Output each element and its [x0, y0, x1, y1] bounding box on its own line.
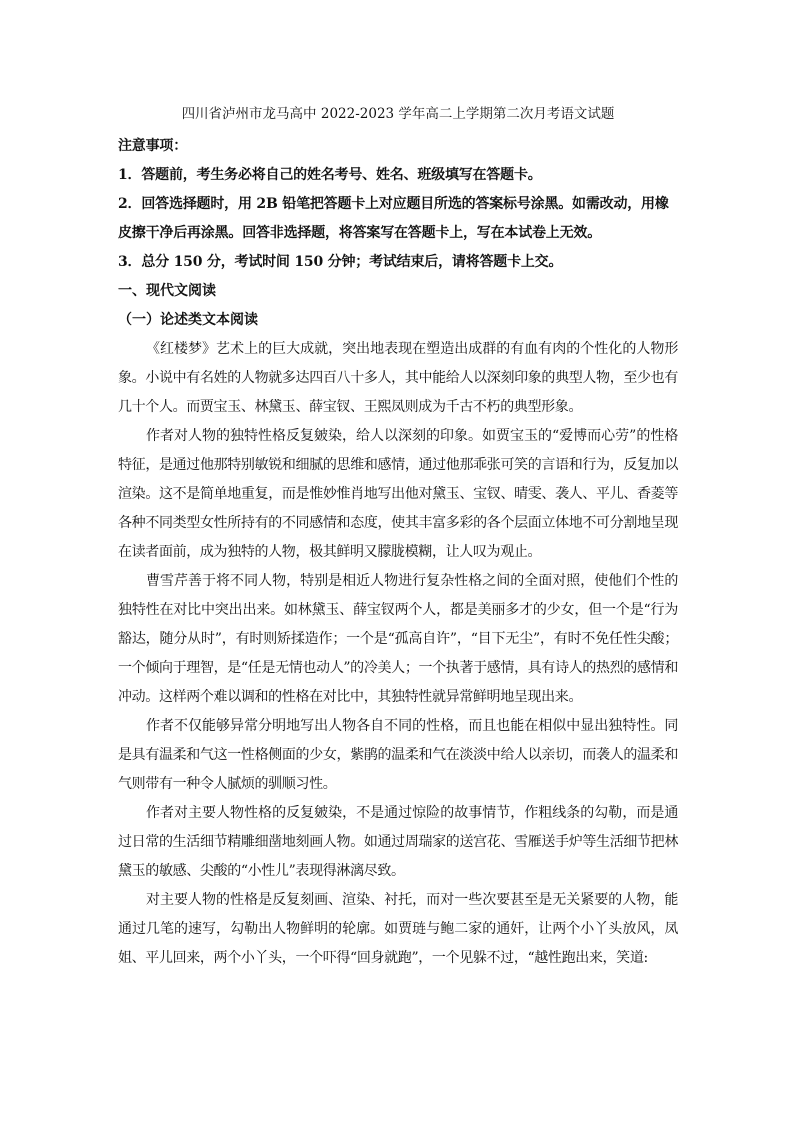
- notice-heading: 注意事项：: [118, 138, 187, 154]
- passage-paragraph-4: 作者不仅能够异常分明地写出人物各自不同的性格，而且也能在相似中显出独特性。同是具有温柔和气这一性格侧面的少女，紫鹃的温柔和气在淡淡中给人以亲切，而袭人的温柔和气则带有一种令人腻烦的驯顺习性。: [118, 718, 678, 792]
- notice-item-2: 2．回答选择题时，用 2B 铅笔把答题卡上对应题目所选的答案标号涂黑。如需改动，用橡皮擦干净后再涂黑。回答非选择题，将答案写在答题卡上，写在本试卷上无效。: [118, 196, 669, 241]
- passage-paragraph-6: 对主要人物的性格是反复刻画、渲染、衬托，而对一些次要甚至是无关紧要的人物，能通过几笔的速写，勾勒出人物鲜明的轮廓。如贾琏与鲍二家的通奸，让两个小丫头放风，凤姐、平儿回来，两个小丫头，一个吓得“回身就跑”，一个见躲不过，“越性跑出来，笑道:: [118, 892, 678, 966]
- notice-item-1: 1．答题前，考生务必将自己的姓名考号、姓名、班级填写在答题卡。: [118, 167, 542, 183]
- passage-paragraph-3: 曹雪芹善于将不同人物，特别是相近人物进行复杂性格之间的全面对照，使他们个性的独特性在对比中突出出来。如林黛玉、薛宝钗两个人，都是美丽多才的少女，但一个是“行为豁达，随分从时”，有时则矫揉造作；一个是“孤高自许”，“目下无尘”，有时不免任性尖酸；一个倾向于理智，是“任是无情也动人”的冷美人；一个执著于感情，具有诗人的热烈的感情和冲动。这样两个难以调和的性格在对比中，其独特性就异常鲜明地呈现出来。: [118, 573, 678, 705]
- notice-item-3: 3．总分 150 分，考试时间 150 分钟；考试结束后，请将答题卡上交。: [118, 254, 563, 270]
- passage-paragraph-1: 《红楼梦》艺术上的巨大成就，突出地表现在塑造出成群的有血有肉的个性化的人物形象。小说中有名姓的人物就多达四百八十多人，其中能给人以深刻印象的典型人物，至少也有几十个人。而贾宝玉、林黛玉、薛宝钗、王熙凤则成为千古不朽的典型形象。: [118, 341, 678, 415]
- passage-paragraph-2: 作者对人物的独特性格反复皴染，给人以深刻的印象。如贾宝玉的“爱博而心劳”的性格特征，是通过他那特别敏锐和细腻的思维和感情，通过他那乖张可笑的言语和行为，反复加以渲染。这不是简单地重复，而是惟妙惟肖地写出他对黛玉、宝钗、晴雯、袭人、平儿、香菱等各种不同类型女性所持有的不同感情和态度，使其丰富多彩的各个层面立体地不可分割地呈现在读者面前，成为独特的人物，极其鲜明又朦胧模糊，让人叹为观止。: [118, 428, 678, 560]
- page-content: [118, 104, 678, 973]
- passage-paragraph-5: 作者对主要人物性格的反复皴染，不是通过惊险的故事情节，作粗线条的勾勒，而是通过日常的生活细节精雕细凿地刻画人物。如通过周瑞家的送宫花、雪雁送手炉等生活细节把林黛玉的敏感、尖酸的“小性儿”表现得淋漓尽致。: [118, 805, 678, 879]
- section-heading: 一、现代文阅读: [118, 283, 216, 299]
- subsection-heading: （一）论述类文本阅读: [118, 312, 258, 328]
- exam-title: 四川省泸州市龙马高中 2022-2023 学年高二上学期第二次月考语文试题: [181, 106, 615, 122]
